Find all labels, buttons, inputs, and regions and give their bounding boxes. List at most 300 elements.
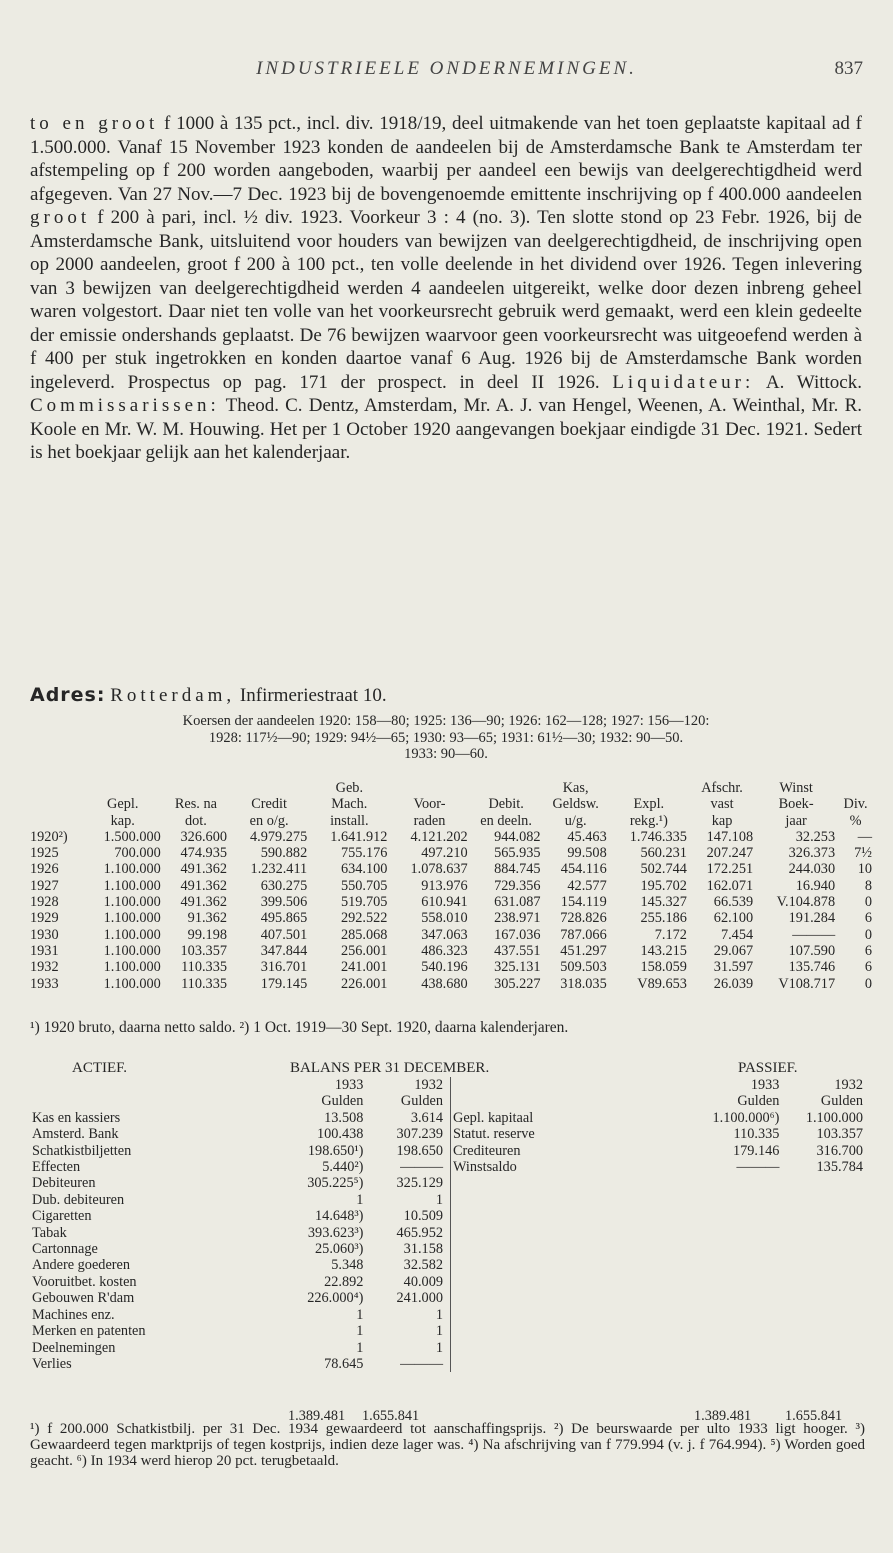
value-1933: 1 [356,1306,364,1323]
table-row [28,878,874,894]
balance-item-label: Merken en patenten [32,1323,146,1340]
value-1932: 32.582 [403,1257,443,1274]
table-cell: 226.001 [340,975,388,992]
share-prices-line: Koersen der aandeelen 1920: 158—80; 1925: 136—90; 1926: 162—128; 1927: 156—120: [182,713,710,729]
value-1933: 1 [356,1339,364,1356]
empty-row [451,1356,866,1372]
balance-item-label: Winstsaldo [453,1159,517,1176]
table-cell: 509.503 [560,959,607,976]
empty-cell [451,1340,679,1356]
empty-row [451,1175,866,1191]
column-header: jaar [785,812,807,829]
total-passief-1932: 1.655.841 [785,1408,843,1424]
value-1932: 198.650 [396,1142,443,1159]
table-row [28,943,874,959]
table-cell: 0 [864,894,872,911]
spacer [451,1093,679,1109]
column-header: Credit [251,796,287,813]
address-line [30,684,862,707]
address-label: Adres: [30,684,106,706]
value-1932: 1 [435,1339,443,1356]
table-cell: 326.373 [788,845,836,862]
balance-item-label: Kas en kassiers [32,1109,121,1126]
balance-item-label: Machines enz. [32,1306,115,1323]
value-1933: 1.100.000⁶) [712,1109,780,1126]
table-cell: 16.940 [795,877,836,894]
balance-row [30,1225,445,1241]
value-1932: 325.129 [396,1175,443,1192]
row-year: 1930 [30,926,59,943]
table-cell: 728.826 [560,910,607,927]
table-row [28,861,874,877]
balance-row [30,1307,445,1323]
table-cell: 1.232.411 [250,861,308,878]
row-year: 1925 [30,845,59,862]
balance-column-header: Gulden [400,1093,443,1110]
table-cell: 944.082 [494,828,541,845]
balance-column-header: 1933 [750,1077,780,1093]
column-header [837,780,874,796]
table-cell: V108.717 [778,975,836,992]
balance-row [30,1208,445,1224]
empty-cell [451,1323,679,1339]
table-cell: 316.701 [260,959,308,976]
table-cell: 110.335 [181,959,227,976]
balance-column-header: Gulden [820,1093,863,1110]
table-row [28,959,874,975]
table-cell: 497.210 [421,845,468,862]
table-cell: 1.500.000 [103,828,161,845]
empty-cell [451,1290,679,1306]
balance-item-label: Tabak [32,1224,67,1241]
empty-cell [451,1274,679,1290]
value-1932: 10.509 [403,1208,443,1225]
empty-row [451,1323,866,1339]
column-header: en deeln. [480,812,532,829]
value-1932: 3.614 [410,1109,443,1126]
empty-row [451,1274,866,1290]
empty-cell [451,1208,679,1224]
table-cell: 407.501 [260,926,308,943]
column-header [28,780,83,796]
table-cell: 154.119 [560,894,607,911]
balance-header-row [451,1093,866,1109]
share-prices-line: 1933: 90—60. [404,746,488,762]
table-cell: 179.145 [260,975,308,992]
page-header [0,58,893,88]
value-1933: ——— [736,1159,780,1176]
table-cell: 787.066 [560,926,607,943]
table-cell: 1.100.000 [103,894,161,911]
balance-item-label: Crediteuren [453,1142,521,1159]
empty-row [451,1340,866,1356]
table-cell: 0 [864,926,872,943]
table-cell: 107.590 [788,942,836,959]
table-cell: 4.121.202 [410,828,468,845]
table-cell: 540.196 [421,959,468,976]
empty-cell [451,1356,679,1372]
total-actief-1932: 1.655.841 [362,1408,420,1424]
balance-item-label: Statut. reserve [453,1126,535,1143]
empty-cell [451,1225,679,1241]
value-1932: 316.700 [816,1142,863,1159]
table-cell: 145.327 [640,894,687,911]
table-cell: 195.702 [640,877,687,894]
paragraph-text: f 200 à pari, incl. ½ div. 1923. Voorkeur 3 : 4 (no. 3). Ten slotte stond op 23 Febr. 1926, bij de Amsterdamsche Bank, uitsluitend voor houders van bewijzen van deelgerechtigdheid, de inschrijving open op 2000 aandeelen, groot f 200 à 100 pct., ten volle deelende in het dividend over 1926. Tegen inlevering van 3 bewijzen van deelgerechtigdheid werden 4 aandeelen uitgereikt, welke door dezen inbreng geheel waren volgestort. Daar niet ten volle van het voorkeursrecht gebruik werd gemaakt, werd een klein gedeelte der emissie ondershands geplaatst. De 76 bewijzen waarvoor geen voorkeursrecht was uitgeoefend werden à f 400 per stuk ingetrokken en konden daartoe vanaf 6 Aug. 1926 bij de Amsterdamsche Bank worden ingeleverd. Prospectus op pag. 171 der prospect. in deel II 1926. [30,207,862,393]
table-cell: 486.323 [421,942,468,959]
table-cell: 347.063 [421,926,468,943]
column-header [83,780,163,796]
balance-item-label: Andere goederen [32,1257,131,1274]
table-cell: 634.100 [340,861,388,878]
empty-row [451,1241,866,1257]
table-cell: 558.010 [421,910,468,927]
value-1932: 1 [435,1191,443,1208]
column-header: Gepl. [107,796,139,813]
table-cell: 347.844 [260,942,308,959]
empty-cell [451,1241,679,1257]
table-cell: 326.600 [180,828,227,845]
table-cell: 318.035 [560,975,607,992]
value-1932: 465.952 [396,1224,443,1241]
balance-row [451,1110,866,1126]
table-cell: 1.641.912 [330,828,388,845]
value-1933: 5.348 [331,1257,364,1274]
table-cell: V.104.878 [776,894,836,911]
total-actief-1933: 1.389.481 [288,1408,346,1424]
empty-cell [451,1307,679,1323]
row-year: 1929 [30,910,59,927]
share-prices-line: 1928: 117½—90; 1929: 94½—65; 1930: 93—65; 1931: 61½—30; 1932: 90—50. [208,729,684,746]
body-paragraph [30,112,862,465]
share-prices [30,713,862,763]
paragraph-text: Theod. C. Dentz, Amsterdam, Mr. A. J. van Hengel, Weenen, A. Weinthal, Mr. R. Koole en Mr. W. M. Houwing. Het per 1 October 1920 aangevangen boekjaar eindigde 31 Dec. 1921. Sedert is het boekjaar gelijk aan het kalenderjaar. [30,395,862,463]
table-cell: 135.746 [788,959,836,976]
table-cell: 1.100.000 [103,910,161,927]
column-header [28,813,83,829]
table-cell: 207.247 [706,845,754,862]
table-cell: 7.172 [654,926,687,943]
table-cell: 158.059 [640,959,687,976]
passief-heading: PASSIEF. [738,1060,798,1076]
balance-row [30,1257,445,1273]
column-header: Debit. [488,796,524,813]
column-header: u/g. [564,812,587,829]
empty-cell [451,1175,679,1191]
balance-item-label: Schatkistbiljetten [32,1142,132,1159]
value-1932: ——— [400,1159,443,1176]
column-header [229,780,309,796]
spacer [30,1093,276,1109]
balance-actief [30,1077,445,1372]
row-year: 1927 [30,877,59,894]
running-title: INDUSTRIEELE ONDERNEMINGEN. [256,58,637,79]
spaced-term: groot [30,207,91,228]
table-cell: 162.071 [706,877,754,894]
table-cell: 631.087 [494,894,541,911]
column-header [609,780,689,796]
table-cell: 256.001 [340,942,388,959]
column-header: Kas, [562,780,589,796]
table-cell: 491.362 [180,877,227,894]
balance-column-header: Gulden [321,1093,364,1110]
row-year: 1928 [30,894,59,911]
table-cell: 110.335 [181,975,227,992]
value-1933: 14.648³) [315,1208,364,1225]
column-header: vast [710,796,734,813]
table-cell: 1.100.000 [103,975,161,992]
table-cell: 630.275 [260,877,308,894]
value-1933: 198.650¹) [307,1142,364,1159]
table-cell: 32.253 [795,828,836,845]
row-year: 1920²) [30,828,68,845]
empty-row [451,1307,866,1323]
balance-item-label: Debiteuren [32,1175,96,1192]
table-cell: 474.935 [180,845,227,862]
table-header-row [28,813,874,829]
page-number: 837 [834,58,863,79]
table-cell: 305.227 [494,975,541,992]
balance-item-label: Gepl. kapitaal [453,1109,534,1126]
value-1933: 1 [356,1191,364,1208]
row-year: 1933 [30,975,59,992]
table-cell: 99.198 [187,926,227,943]
value-1932: 40.009 [403,1273,443,1290]
table-cell: 610.941 [421,894,468,911]
table-cell: 31.597 [713,959,754,976]
column-header: raden [413,812,446,829]
table-cell: 238.971 [494,910,541,927]
column-header: Boek- [778,796,814,813]
value-1933: 78.645 [324,1355,364,1372]
balance-row [30,1126,445,1142]
column-header [28,796,83,812]
balance-row [451,1126,866,1142]
table-cell: 10 [857,861,872,878]
table-cell: 399.506 [260,894,308,911]
table-cell: 6 [864,942,872,959]
table-cell: 292.522 [340,910,388,927]
column-header: Voor- [413,796,446,813]
empty-row [451,1192,866,1208]
total-passief-1933: 1.389.481 [694,1408,752,1424]
value-1932: 241.000 [396,1290,443,1307]
table-cell: 491.362 [180,861,227,878]
value-1932: 307.239 [396,1126,443,1143]
value-1932: 135.784 [816,1159,863,1176]
balance-row [30,1143,445,1159]
balance-header-row [30,1093,445,1109]
spaced-term: Liquidateur: [612,371,755,393]
balance-column-header: 1932 [414,1077,443,1093]
table-cell: 191.284 [788,910,836,927]
table-cell: 255.186 [640,910,687,927]
value-1932: 103.357 [816,1126,863,1143]
table-cell: ——— [792,926,836,943]
spaced-term: Commissarissen: [30,395,220,416]
balance-header-row [30,1077,445,1093]
table-cell: 62.100 [713,910,754,927]
table-cell: 451.297 [560,942,607,959]
column-header: kap [711,812,733,829]
column-header: install. [330,812,369,829]
table-cell: 438.680 [421,975,468,992]
table-cell: 8 [864,877,872,894]
balance-column-header: 1932 [834,1077,863,1093]
column-header: Div. [843,796,868,813]
value-1933: 13.508 [324,1109,364,1126]
value-1932: 31.158 [403,1241,443,1258]
value-1932: ——— [400,1355,443,1372]
column-header: Geldsw. [552,796,599,813]
balance-item-label: Cartonnage [32,1241,98,1258]
table-cell: 560.231 [640,845,687,862]
balance-item-label: Verlies [32,1355,72,1372]
balance-item-label: Vooruitbet. kosten [32,1273,137,1290]
table-cell: 172.251 [706,861,754,878]
balance-row [30,1340,445,1356]
actief-heading: ACTIEF. [72,1060,128,1076]
balance-item-label: Amsterd. Bank [32,1126,119,1143]
table-cell: 700.000 [114,845,161,862]
table-cell: 0 [864,975,872,992]
table-cell: 91.362 [187,910,227,927]
table-cell: 103.357 [180,942,227,959]
row-year: 1932 [30,959,59,976]
column-header: Winst [779,780,813,796]
column-header: Afschr. [701,780,743,796]
table-row [28,829,874,845]
table-cell: 1.100.000 [103,926,161,943]
balance-row [451,1143,866,1159]
table-cell: 147.108 [706,828,754,845]
table-cell: 143.215 [640,942,687,959]
value-1933: 100.438 [316,1126,364,1143]
balance-item-label: Effecten [32,1159,81,1176]
table-cell: 590.882 [260,845,308,862]
column-header [163,780,229,796]
balance-row [30,1274,445,1290]
table-cell: 29.067 [713,942,754,959]
paragraph-text: A. Wittock. [754,371,862,393]
balance-column-header: Gulden [737,1093,780,1110]
empty-cell [451,1192,679,1208]
paragraph-text: f 1000 à 135 pct., incl. div. 1918/19, deel uitmakende van het toen geplaatste kapitaal ad f 1.500.000. Vanaf 15 November 1923 konden de aandeelen bij de Amsterdamsche Bank te Amsterdam ter afstempeling op f 200 worden aangeboden, waarbij per aandeel een bewijs van deelgerechtigdheid werd afgegeven. Van 27 Nov.—7 Dec. 1923 bij de bovengenoemde emittente inschrijving op f 400.000 aandeelen [30,113,862,205]
table-cell: 755.176 [340,845,388,862]
value-1933: 179.146 [732,1142,780,1159]
balance-item-label: Dub. debiteuren [32,1191,125,1208]
value-1933: 393.623³) [307,1224,364,1241]
value-1933: 22.892 [324,1273,364,1290]
table-cell: 1.078.637 [410,861,468,878]
table-row [28,910,874,926]
balance-row [30,1159,445,1175]
table-cell: 167.036 [494,926,541,943]
column-header: Mach. [331,796,368,813]
address-city: Rotterdam, [110,685,236,706]
balance-row [30,1323,445,1339]
balance-item-label: Cigaretten [32,1208,92,1225]
value-1933: 226.000⁴) [307,1290,364,1307]
empty-row [451,1290,866,1306]
empty-cell [451,1257,679,1273]
balance-notes: ¹) f 200.000 Schatkistbilj. per 31 Dec. 1934 gewaardeerd tot aanschaffingsprijs. ²) De beurswaarde per ulto 1933 ligt hooger. ³) Gewaardeerd tegen marktprijs of tegen kostprijs, indien deze lager was. ⁴) Na afschrijving van f 779.994 (v. j. f 764.994). ⁵) Worden goed geacht. ⁶) In 1934 werd hierop 20 pct. terugbetaald. [30,1421,865,1469]
value-1932: 1 [435,1306,443,1323]
table-row [28,845,874,861]
spaced-term: to en groot [30,113,159,134]
balance-item-label: Deelnemingen [32,1339,116,1356]
value-1932: 1 [435,1323,443,1340]
balance-column-header: 1933 [334,1077,364,1093]
balance-header-row [451,1077,866,1093]
table-row [28,927,874,943]
column-header: Expl. [633,796,665,813]
table-cell: 285.068 [340,926,388,943]
column-header: Res. na [174,796,217,813]
table-cell: 913.976 [421,877,468,894]
balance-title: BALANS PER 31 DECEMBER. [290,1060,490,1076]
balance-item-label: Gebouwen R'dam [32,1290,135,1307]
table-cell: 1.100.000 [103,959,161,976]
spacer [30,1077,276,1093]
table-cell: 66.539 [713,894,754,911]
table-cell: V89.653 [637,975,687,992]
value-1932: 1.100.000 [805,1109,863,1126]
table-cell: 502.744 [640,861,687,878]
table-header-row [28,780,874,796]
table-cell: 45.463 [567,828,607,845]
table-cell: 550.705 [340,877,388,894]
table-cell: 495.865 [260,910,308,927]
table-cell: 1.100.000 [103,877,161,894]
empty-row [451,1208,866,1224]
balance-row [30,1110,445,1126]
column-header: dot. [184,812,207,829]
table-cell: 6 [864,910,872,927]
value-1933: 1 [356,1323,364,1340]
table-cell: 1.100.000 [103,942,161,959]
address-street: Infirmeriestraat 10. [235,685,387,706]
value-1933: 5.440²) [322,1159,364,1176]
column-header: rekg.¹) [629,812,668,829]
table-cell: 6 [864,959,872,976]
row-year: 1931 [30,942,59,959]
table-cell: 565.935 [494,845,541,862]
table-row [28,976,874,992]
column-header [470,780,543,796]
balance-row [30,1241,445,1257]
table-cell: 325.131 [494,959,541,976]
balance-passief [450,1077,865,1372]
table-cell: 1.100.000 [103,861,161,878]
table-cell: 241.001 [340,959,388,976]
table-footnote: ¹) 1920 bruto, daarna netto saldo. ²) 1 Oct. 1919—30 Sept. 1920, daarna kalenderjaren. [30,1019,569,1036]
column-header: Geb. [335,780,364,796]
empty-row [451,1257,866,1273]
value-1933: 110.335 [733,1126,780,1143]
table-cell: 729.356 [494,877,541,894]
table-cell: 7.454 [720,926,754,943]
row-year: 1926 [30,861,59,878]
balance-row [30,1192,445,1208]
table-cell: 26.039 [713,975,754,992]
table-cell: — [857,828,872,845]
table-cell: 1.746.335 [629,828,687,845]
table-cell: 491.362 [180,894,227,911]
table-cell: 519.705 [340,894,388,911]
value-1933: 25.060³) [315,1241,364,1258]
column-header: kap. [110,812,135,829]
